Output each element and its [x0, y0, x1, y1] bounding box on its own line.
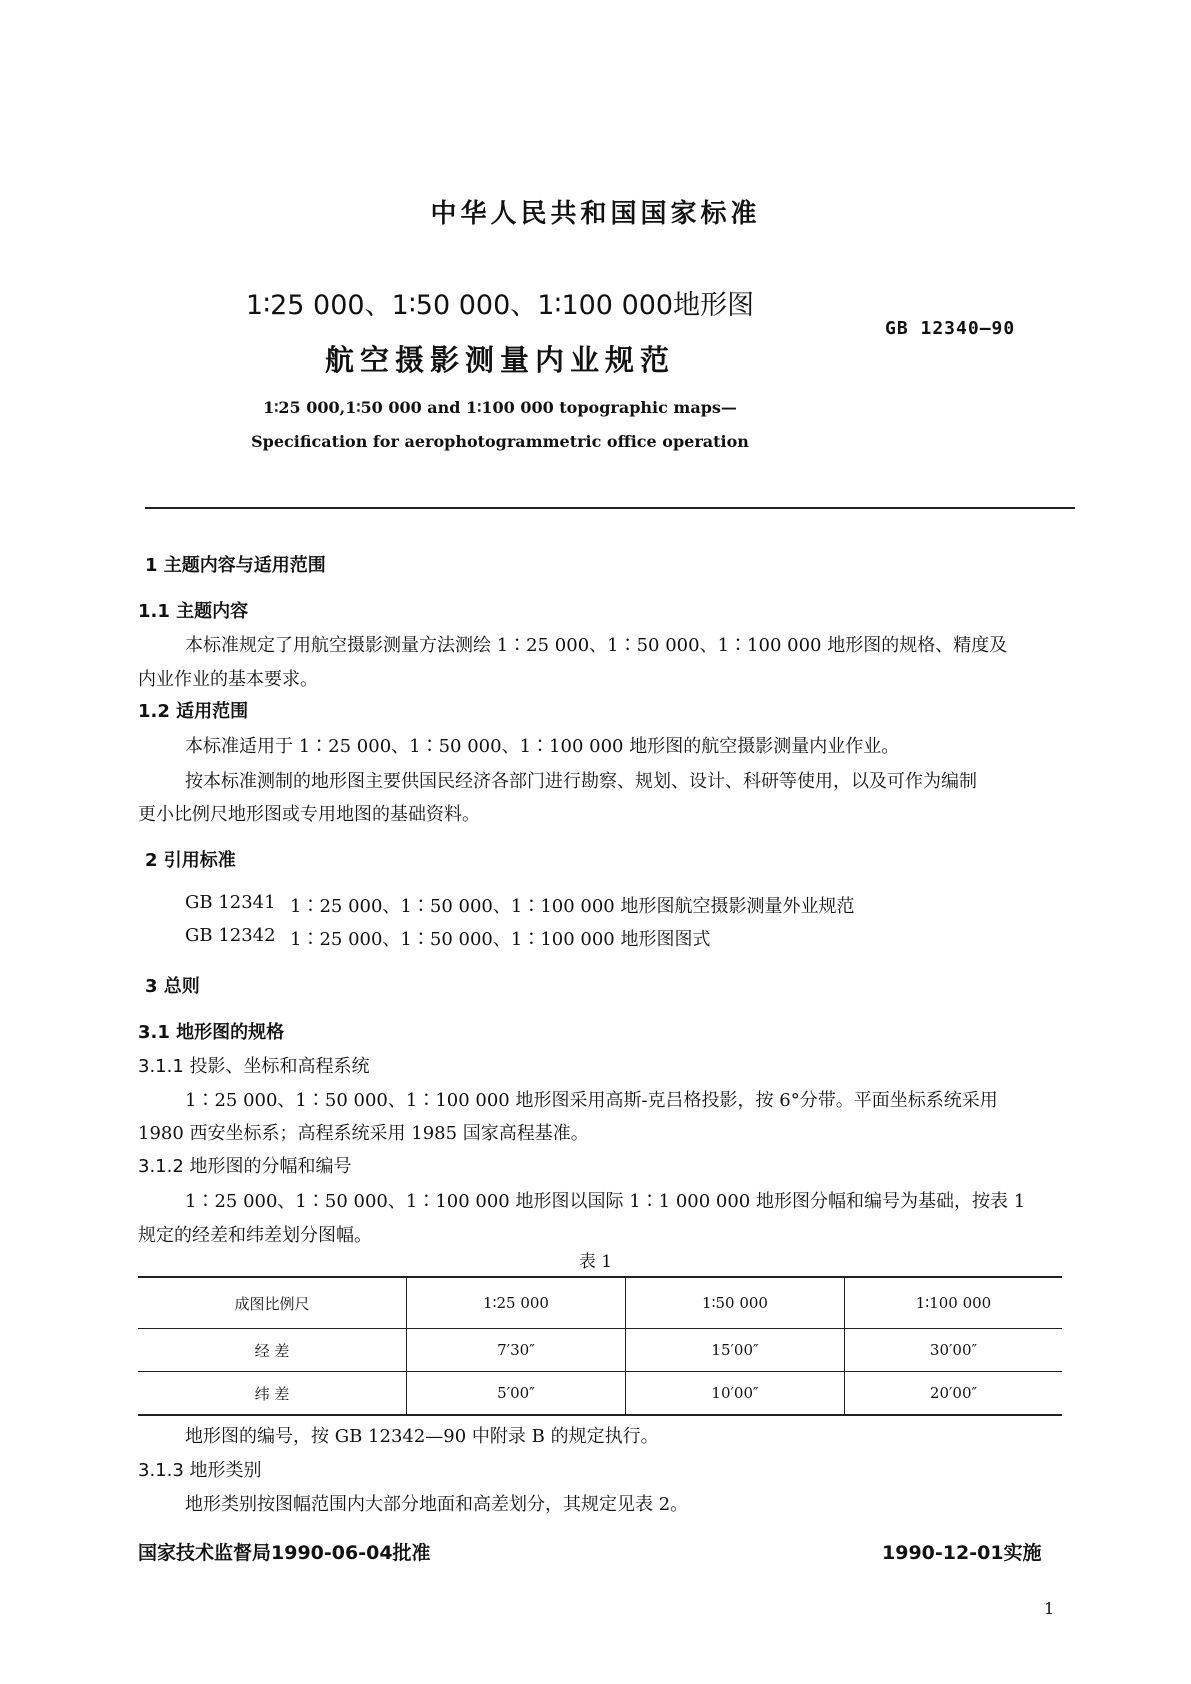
table-header-cell: 1∶50 000: [626, 1277, 845, 1329]
reference-1-code: GB 12341: [185, 892, 276, 913]
section-3-1-3-paragraph: 地形类别按图幅范围内大部分地面和高差划分，其规定见表 2。: [185, 1494, 689, 1515]
header-divider: [145, 507, 1075, 509]
section-1-1-paragraph-line2: 内业作业的基本要求。: [138, 669, 318, 690]
section-1-2-paragraph2-line1: 按本标准测制的地形图主要供国民经济各部门进行勘察、规划、设计、科研等使用，以及可作为编制: [185, 771, 977, 792]
page-number: 1: [1044, 1599, 1055, 1618]
table-row: [138, 1372, 1062, 1416]
implementation-date: 1990-12-01实施: [882, 1542, 1042, 1564]
section-1-2-heading: 1.2 适用范围: [138, 701, 249, 722]
table-cell: 30′00″: [845, 1329, 1063, 1372]
section-3-1-2-heading: 3.1.2 地形图的分幅和编号: [138, 1156, 352, 1177]
reference-1-title: 1∶25 000、1∶50 000、1∶100 000 地形图航空摄影测量外业规范: [290, 896, 855, 917]
document-title-line1: 1∶25 000、1∶50 000、1∶100 000地形图: [245, 290, 755, 321]
reference-2-title: 1∶25 000、1∶50 000、1∶100 000 地形图图式: [290, 929, 711, 950]
english-title-line1: 1∶25 000,1∶50 000 and 1∶100 000 topographic maps—: [263, 398, 737, 417]
table-header-cell: 1∶25 000: [407, 1277, 626, 1329]
table-cell: 7′30″: [407, 1329, 626, 1372]
standard-code: GB 12340—90: [885, 318, 1016, 339]
section-2-heading: 2 引用标准: [145, 850, 236, 871]
section-1-2-paragraph2-line2: 更小比例尺地形图或专用地图的基础资料。: [138, 804, 480, 825]
table-cell: 5′00″: [407, 1372, 626, 1416]
english-title-line2: Specification for aerophotogrammetric office operation: [251, 432, 749, 451]
numbering-note: 地形图的编号，按 GB 12342—90 中附录 B 的规定执行。: [185, 1426, 659, 1447]
reference-2-code: GB 12342: [185, 925, 276, 946]
table-1: [138, 1276, 1062, 1416]
table-row: [138, 1329, 1062, 1372]
table-header-cell: 1∶100 000: [845, 1277, 1063, 1329]
section-3-1-1-heading: 3.1.1 投影、坐标和高程系统: [138, 1056, 370, 1077]
table-cell: 20′00″: [845, 1372, 1063, 1416]
table-cell: 经 差: [138, 1329, 407, 1372]
document-title-line2: 航空摄影测量内业规范: [324, 343, 675, 377]
section-3-1-1-paragraph-line1: 1∶25 000、1∶50 000、1∶100 000 地形图采用高斯-克吕格投影，按 6°分带。平面坐标系统采用: [185, 1090, 998, 1111]
section-1-heading: 1 主题内容与适用范围: [145, 555, 326, 576]
section-1-2-paragraph1: 本标准适用于 1∶25 000、1∶50 000、1∶100 000 地形图的航空摄影测量内业作业。: [185, 736, 900, 757]
section-3-1-2-paragraph-line2: 规定的经差和纬差划分图幅。: [138, 1225, 372, 1246]
section-1-1-paragraph-line1: 本标准规定了用航空摄影测量方法测绘 1∶25 000、1∶50 000、1∶100 000 地形图的规格、精度及: [185, 635, 1008, 656]
section-3-heading: 3 总则: [145, 976, 200, 997]
table-cell: 纬 差: [138, 1372, 407, 1416]
approval-date: 国家技术监督局1990-06-04批准: [138, 1542, 431, 1564]
national-standard-title: 中华人民共和国国家标准: [430, 199, 761, 229]
section-3-1-1-paragraph-line2: 1980 西安坐标系；高程系统采用 1985 国家高程基准。: [138, 1123, 589, 1144]
table-header-row: [138, 1277, 1062, 1329]
section-3-1-heading: 3.1 地形图的规格: [138, 1022, 285, 1043]
table-1-caption: 表 1: [578, 1252, 613, 1272]
table-header-cell: 成图比例尺: [138, 1277, 407, 1329]
table-cell: 10′00″: [626, 1372, 845, 1416]
section-1-1-heading: 1.1 主题内容: [138, 601, 249, 622]
table-cell: 15′00″: [626, 1329, 845, 1372]
section-3-1-3-heading: 3.1.3 地形类别: [138, 1460, 262, 1481]
section-3-1-2-paragraph-line1: 1∶25 000、1∶50 000、1∶100 000 地形图以国际 1∶1 000 000 地形图分幅和编号为基础，按表 1: [185, 1191, 1026, 1212]
